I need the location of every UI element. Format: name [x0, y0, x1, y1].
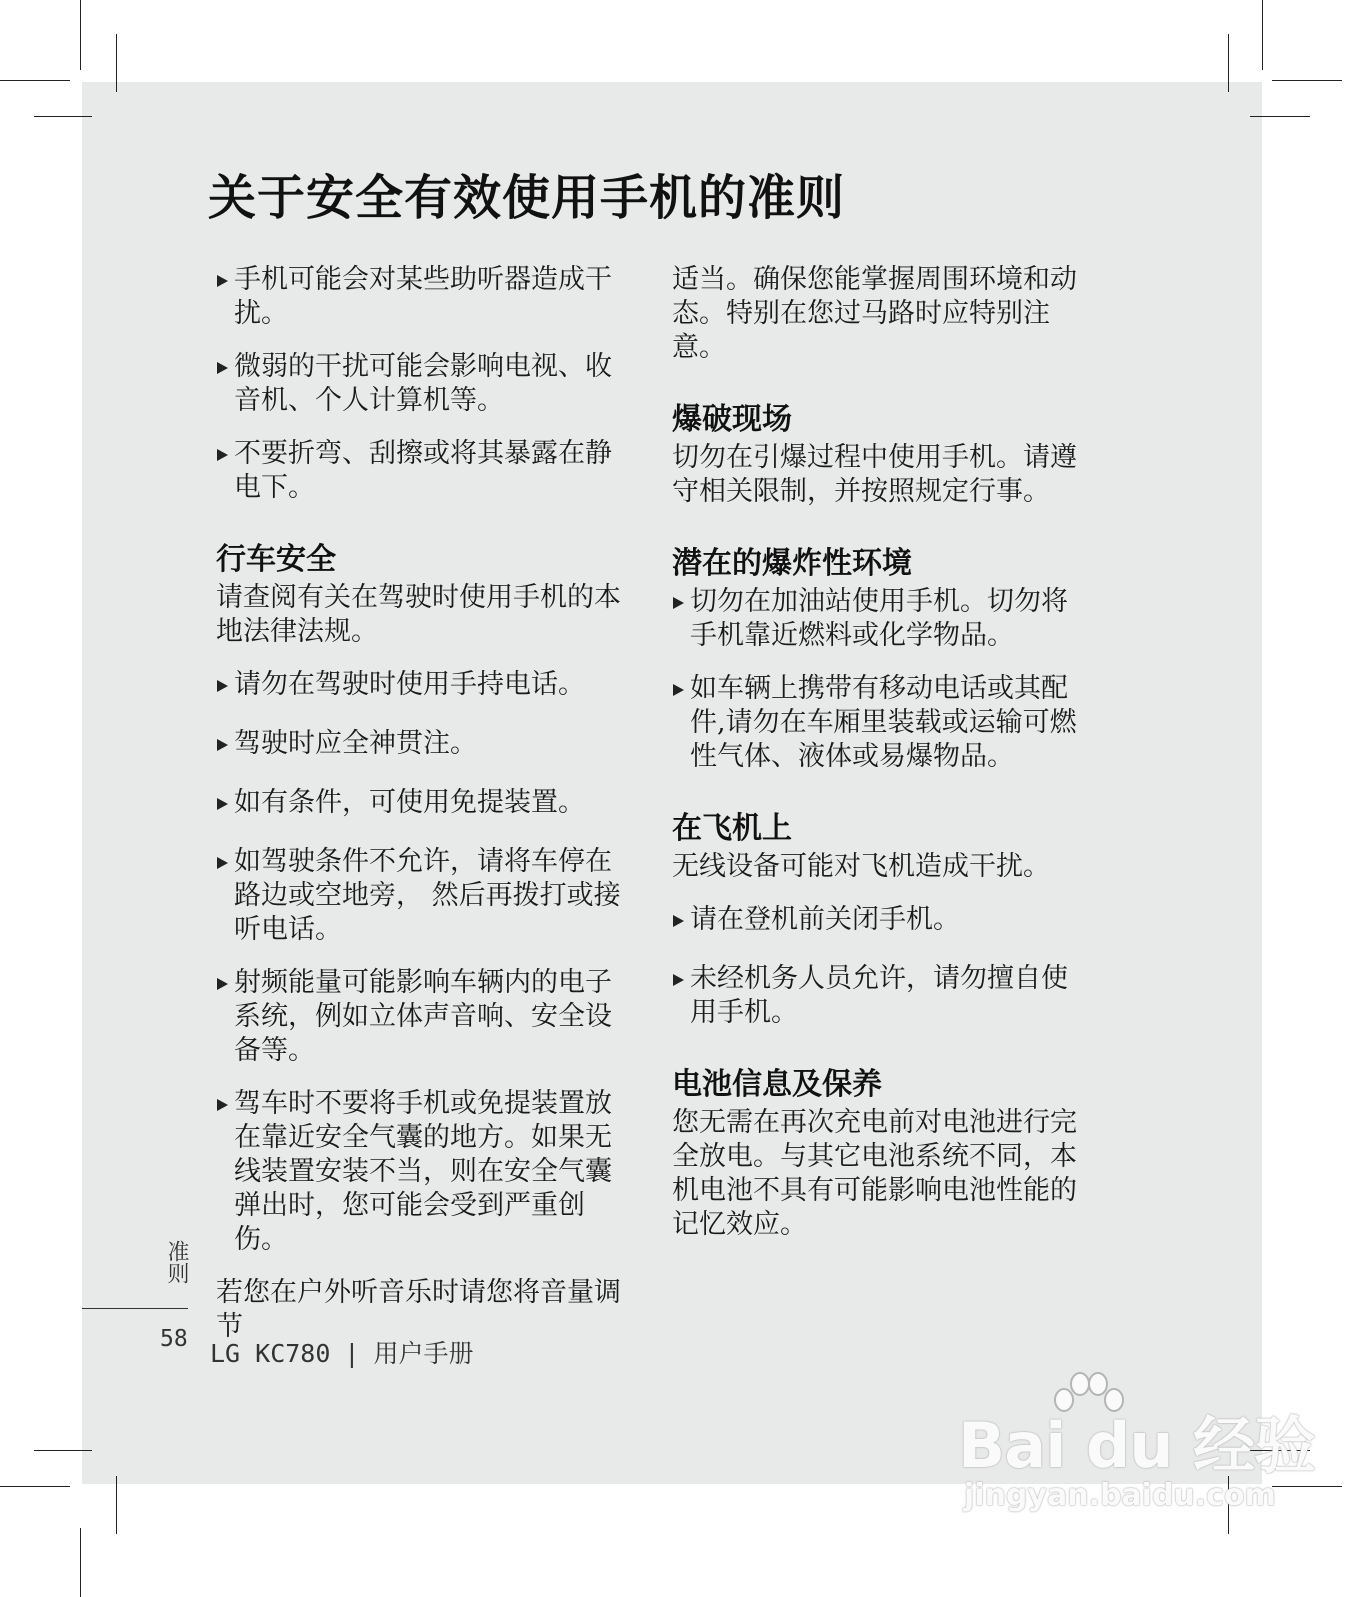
baidu-watermark	[950, 1370, 1316, 1520]
footer-manual: 用户手册	[373, 1339, 474, 1368]
bullet-triangle-icon	[217, 857, 228, 869]
crop-mark	[1272, 80, 1342, 81]
bullet-triangle-icon	[673, 684, 684, 696]
crop-mark	[1262, 0, 1263, 70]
section-heading-driving: 行车安全	[216, 542, 336, 577]
list-item: 不要折弯、刮擦或将其暴露在静电下。	[216, 437, 636, 505]
driving-trailing-text: 若您在户外听音乐时请您将音量调节	[216, 1277, 621, 1342]
list-item: 射频能量可能影响车辆内的电子系统，例如立体声音响、安全设备等。	[216, 966, 636, 1068]
bullet-triangle-icon	[673, 974, 684, 986]
aircraft-intro: 无线设备可能对飞机造成干扰。	[672, 851, 1050, 882]
list-item: 驾驶时应全神贯注。	[216, 727, 636, 761]
bullet-triangle-icon	[217, 739, 228, 751]
crop-mark	[0, 80, 70, 81]
bullet-triangle-icon	[217, 978, 228, 990]
right-column	[672, 263, 1092, 1261]
page-number: 58	[160, 1326, 188, 1352]
crop-mark	[80, 1528, 81, 1597]
footer	[210, 1334, 474, 1370]
side-divider	[82, 1308, 188, 1309]
bullet-triangle-icon	[673, 597, 684, 609]
crop-mark	[116, 34, 117, 92]
bullet-triangle-icon	[217, 362, 228, 374]
watermark-brand: Bai du 经验	[958, 1409, 1316, 1482]
side-tab-label: 准则	[164, 1240, 189, 1284]
crop-mark	[1272, 1486, 1342, 1487]
list-item: 请在登机前关闭手机。	[672, 903, 1092, 937]
blasting-text: 切勿在引爆过程中使用手机。请遵守相关限制，并按照规定行事。	[672, 442, 1077, 507]
bullet-triangle-icon	[217, 275, 228, 287]
list-item: 手机可能会对某些助听器造成干扰。	[216, 263, 636, 331]
section-heading-explosive: 潜在的爆炸性环境	[672, 546, 912, 581]
watermark-url: jingyan.baidu.com	[964, 1478, 1276, 1513]
crop-mark	[34, 116, 92, 117]
crop-mark	[80, 0, 81, 70]
crop-mark	[0, 1486, 70, 1487]
list-item: 未经机务人员允许，请勿擅自使用手机。	[672, 962, 1092, 1030]
list-item: 请勿在驾驶时使用手持电话。	[216, 668, 636, 702]
bullet-triangle-icon	[217, 798, 228, 810]
list-item: 微弱的干扰可能会影响电视、收音机、个人计算机等。	[216, 350, 636, 418]
list-item: 驾车时不要将手机或免提装置放在靠近安全气囊的地方。如果无线装置安装不当，则在安全气囊弹出时，您可能会受到严重创伤。	[216, 1087, 636, 1257]
continuation-text: 适当。确保您能掌握周围环境和动态。特别在您过马路时应特别注意。	[672, 264, 1077, 363]
footer-model: LG KC780	[210, 1339, 331, 1368]
left-column	[216, 263, 636, 1363]
list-item: 切勿在加油站使用手机。切勿将手机靠近燃料或化学物品。	[672, 585, 1092, 653]
bullet-triangle-icon	[217, 680, 228, 692]
crop-mark	[1250, 116, 1310, 117]
section-heading-aircraft: 在飞机上	[672, 811, 792, 846]
bullet-triangle-icon	[217, 449, 228, 461]
list-item: 如车辆上携带有移动电话或其配件,请勿在车厢里装载或运输可燃性气体、液体或易爆物品。	[672, 672, 1092, 774]
footer-separator: |	[344, 1339, 360, 1368]
page-title: 关于安全有效使用手机的准则	[208, 170, 846, 226]
list-item: 如有条件，可使用免提装置。	[216, 786, 636, 820]
crop-mark	[116, 1476, 117, 1534]
bullet-triangle-icon	[217, 1099, 228, 1111]
section-heading-battery: 电池信息及保养	[672, 1067, 882, 1102]
crop-mark	[1228, 34, 1229, 92]
section-heading-blasting: 爆破现场	[672, 402, 792, 437]
driving-intro: 请查阅有关在驾驶时使用手机的本地法律法规。	[216, 582, 621, 647]
battery-text: 您无需在再次充电前对电池进行完全放电。与其它电池系统不同，本机电池不具有可能影响电池性能的记忆效应。	[672, 1107, 1077, 1240]
crop-mark	[34, 1450, 92, 1451]
list-item: 如驾驶条件不允许，请将车停在路边或空地旁， 然后再拨打或接听电话。	[216, 845, 636, 947]
bullet-triangle-icon	[673, 915, 684, 927]
